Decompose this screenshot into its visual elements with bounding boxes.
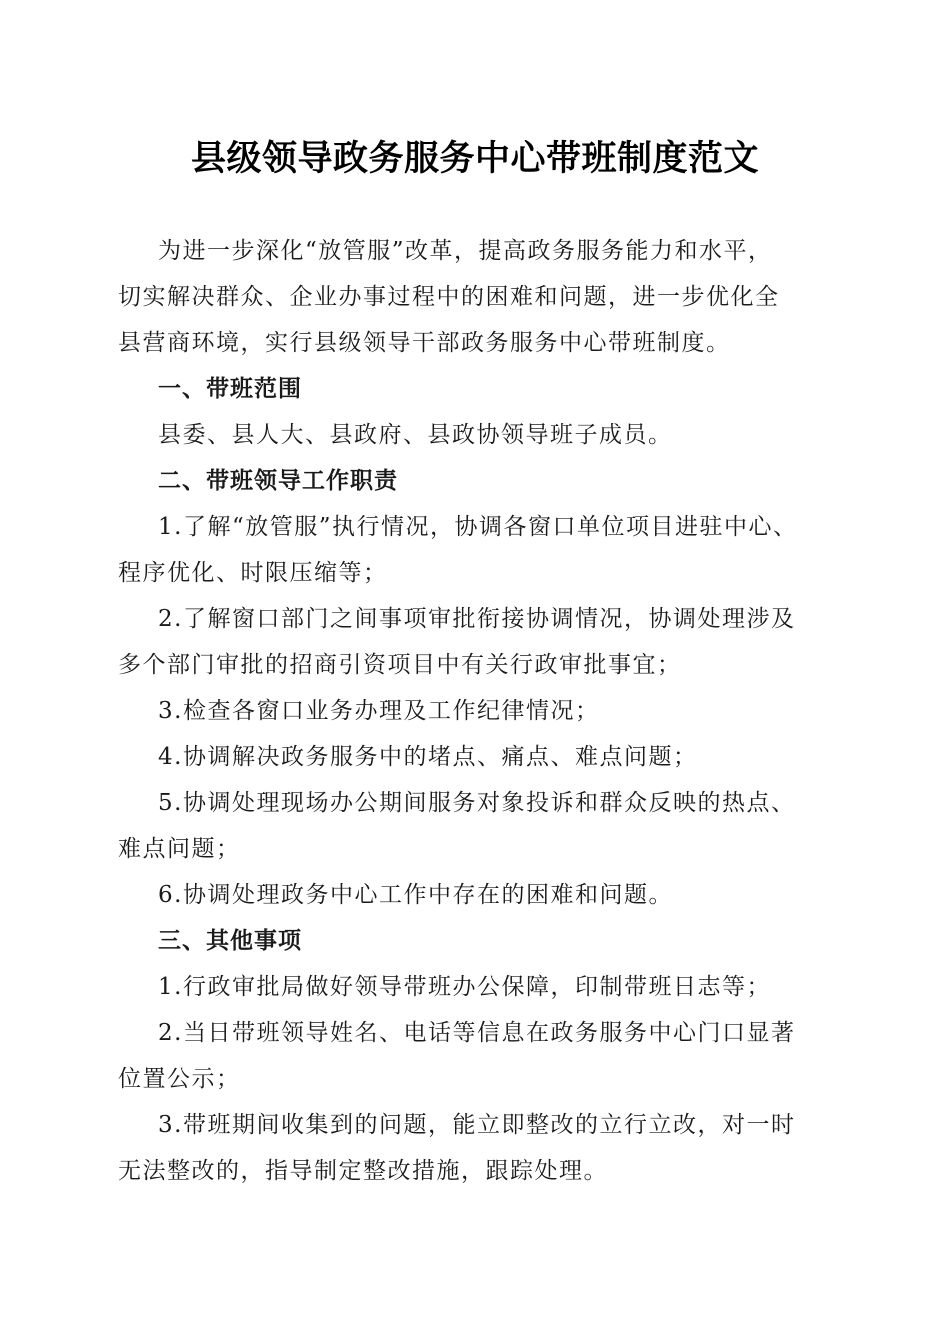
duty-5-line-2: 难点问题；: [118, 836, 241, 862]
document-body: [118, 228, 838, 1194]
duty-2-line-1: 2.了解窗口部门之间事项审批衔接协调情况，协调处理涉及: [158, 606, 796, 632]
duty-1-line-2: 程序优化、时限压缩等；: [118, 560, 388, 586]
other-2-line-1: 2.当日带班领导姓名、电话等信息在政务服务中心门口显著: [158, 1020, 796, 1046]
other-3-line-2: 无法整改的，指导制定整改措施，跟踪处理。: [118, 1158, 608, 1184]
document-title: 县级领导政务服务中心带班制度范文: [190, 138, 759, 179]
duty-6: 6.协调处理政务中心工作中存在的困难和问题。: [158, 882, 673, 908]
duty-3: 3.检查各窗口业务办理及工作纪律情况；: [158, 698, 600, 724]
duty-1-line-1: 1.了解“放管服”执行情况，协调各窗口单位项目进驻中心、: [158, 514, 798, 540]
other-2-line-2: 位置公示；: [118, 1066, 241, 1092]
intro-line-2: 切实解决群众、企业办事过程中的困难和问题，进一步优化全: [118, 284, 780, 310]
section-3-heading: 三、其他事项: [158, 928, 302, 954]
other-1: 1.行政审批局做好领导带班办公保障，印制带班日志等；: [158, 974, 771, 1000]
other-3-line-1: 3.带班期间收集到的问题，能立即整改的立行立改，对一时: [158, 1112, 796, 1138]
duty-4: 4.协调解决政务服务中的堵点、痛点、难点问题；: [158, 744, 698, 770]
section-2-heading: 二、带班领导工作职责: [158, 468, 398, 494]
intro-line-1: 为进一步深化“放管服”改革，提高政务服务能力和水平，: [158, 238, 773, 264]
duty-5-line-1: 5.协调处理现场办公期间服务对象投诉和群众反映的热点、: [158, 790, 796, 816]
intro-line-3: 县营商环境，实行县级领导干部政务服务中心带班制度。: [118, 330, 731, 356]
section-1-text: 县委、县人大、县政府、县政协领导班子成员。: [158, 422, 673, 448]
duty-2-line-2: 多个部门审批的招商引资项目中有关行政审批事宜；: [118, 652, 682, 678]
section-1-heading: 一、带班范围: [158, 376, 302, 402]
